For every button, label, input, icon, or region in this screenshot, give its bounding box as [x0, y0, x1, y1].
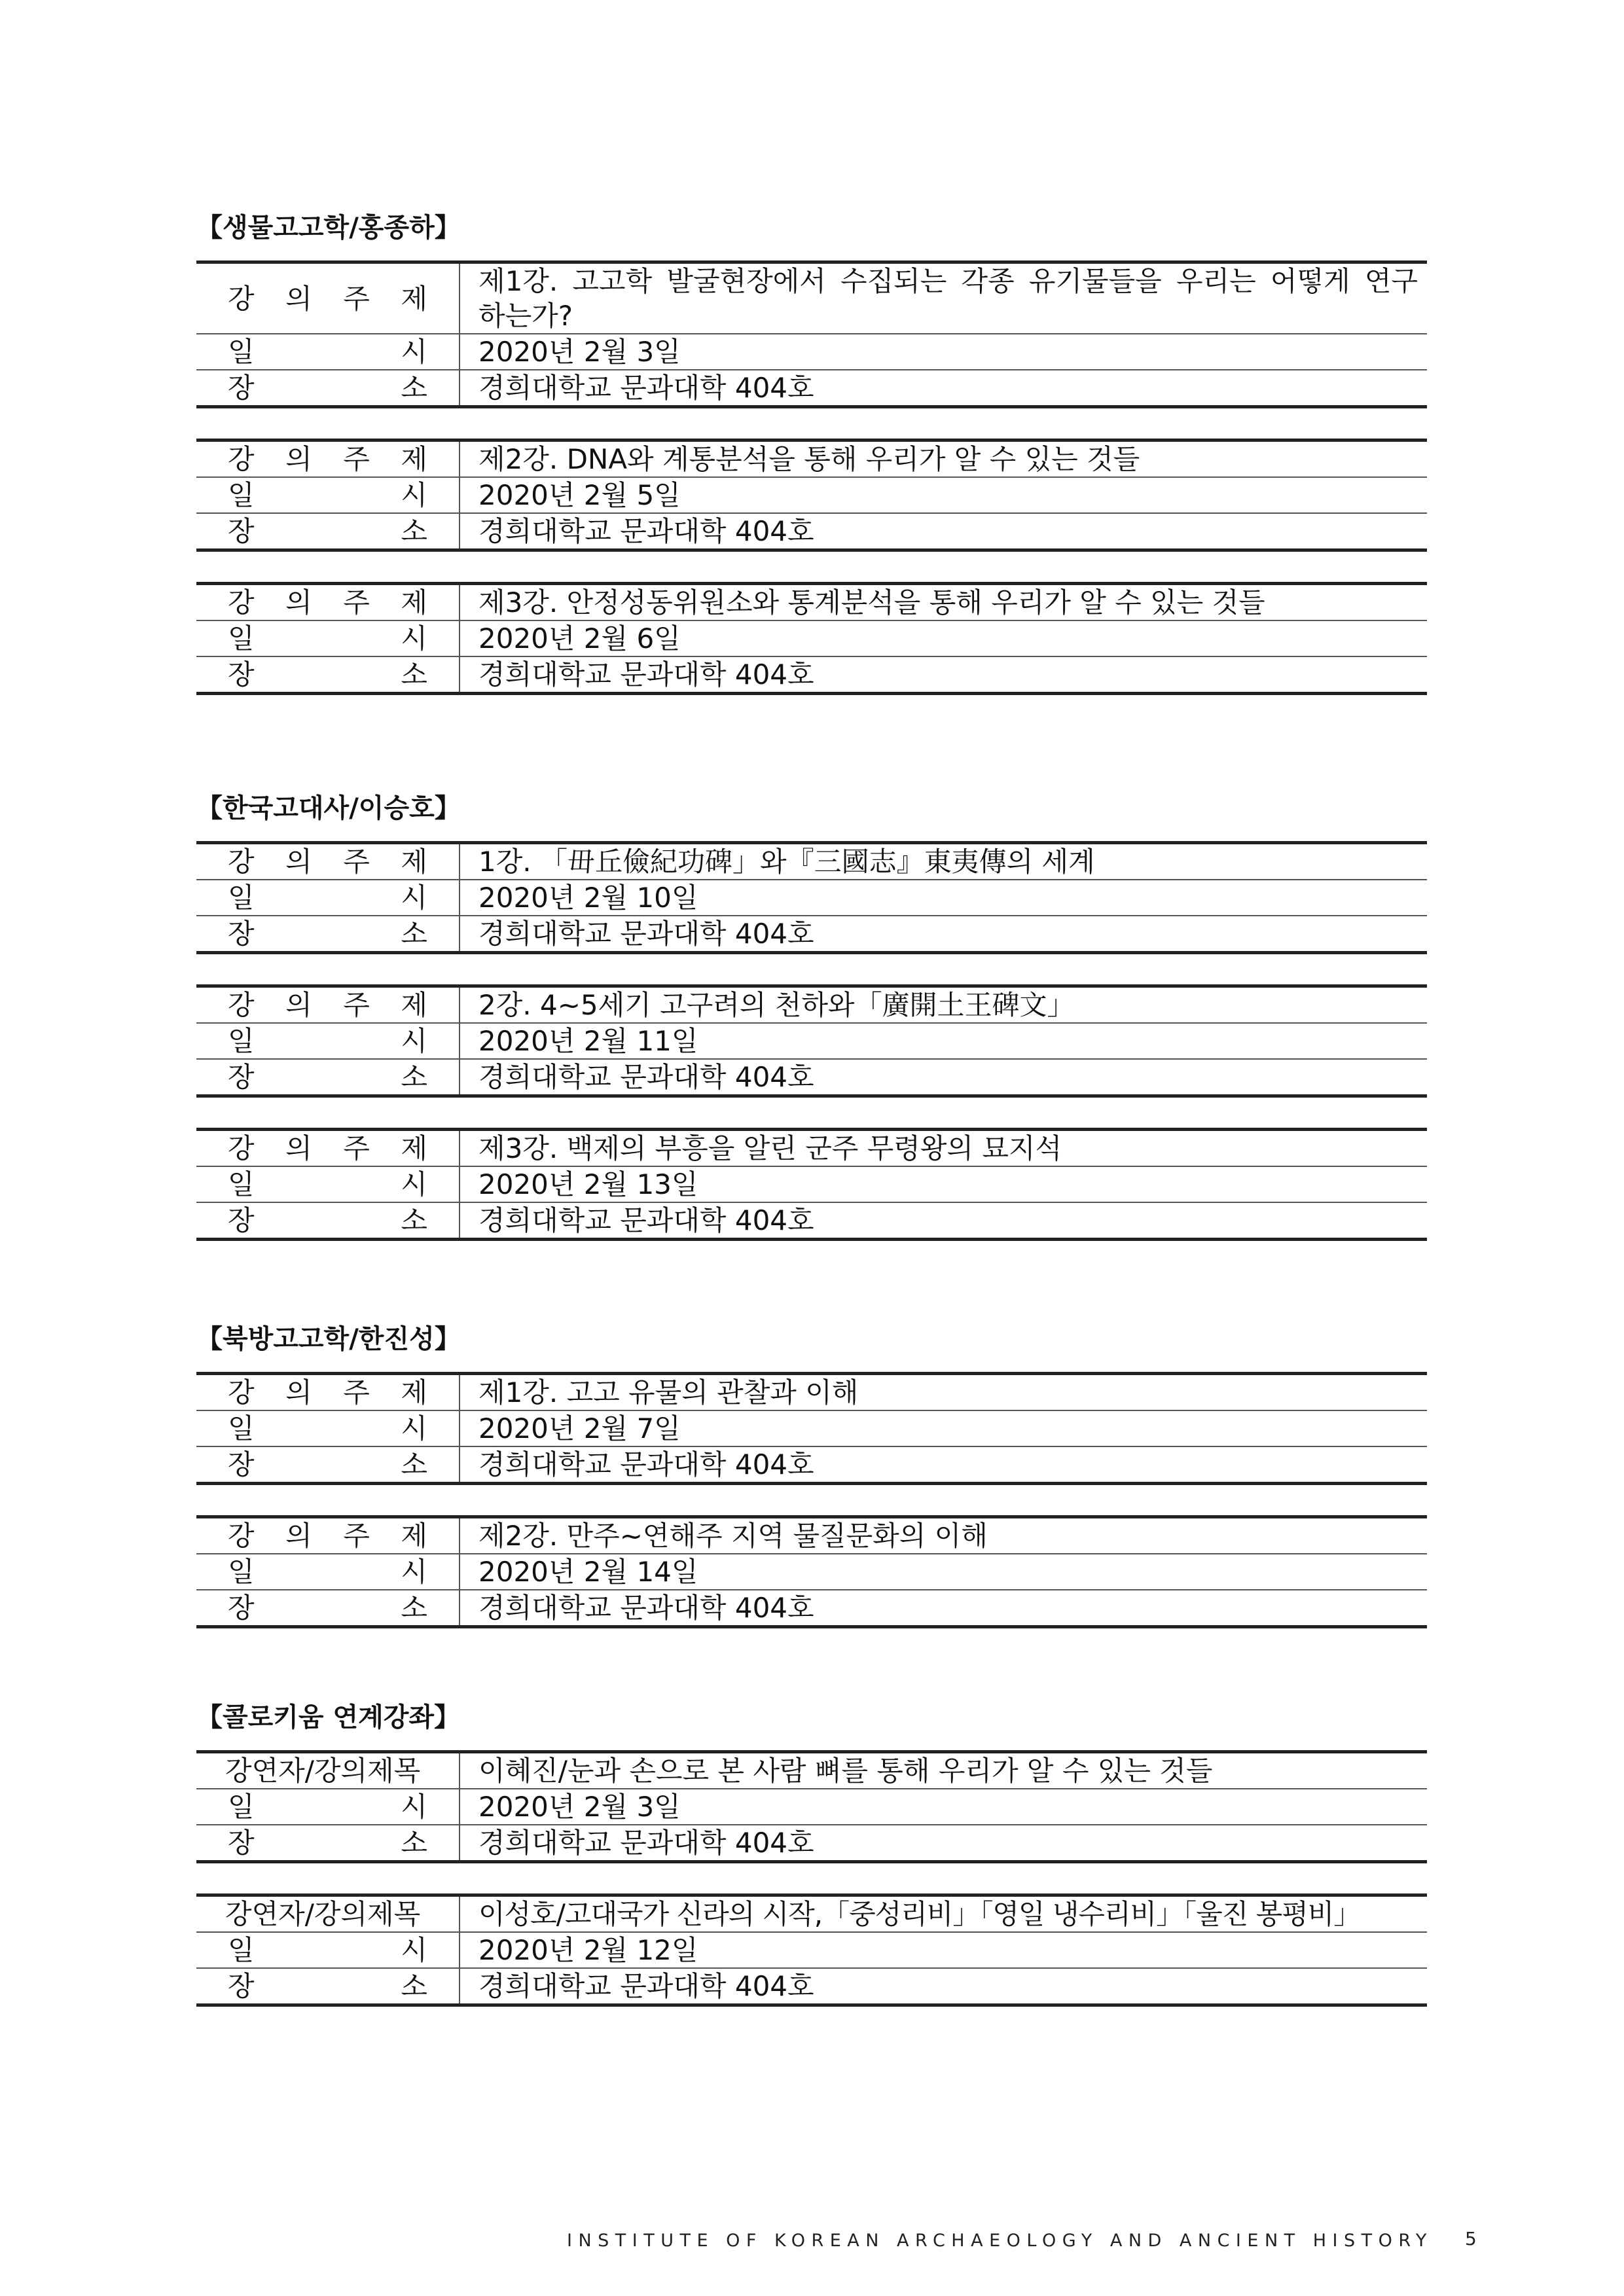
table-row-place [196, 1060, 1427, 1094]
label-place [196, 1825, 460, 1860]
label-lecturer-title: 강연자/강의제목 [196, 1897, 460, 1931]
label-char: 주 [343, 989, 370, 1021]
date-value: 2020년 2월 10일 [478, 882, 698, 914]
lecture-table [196, 439, 1427, 552]
label-char: 강 [228, 1520, 255, 1552]
label-date [196, 1554, 460, 1589]
label-topic [196, 1375, 460, 1410]
label-char: 강 [228, 1376, 255, 1408]
table-row-lecturer [196, 1897, 1427, 1933]
label-char: 제 [401, 989, 427, 1021]
topic-value: 제2강. 만주~연해주 지역 물질문화의 이해 [478, 1520, 988, 1552]
label-char: 장 [228, 372, 255, 404]
label-date [196, 1411, 460, 1446]
date-value: 2020년 2월 12일 [478, 1934, 698, 1966]
topic-value: 제1강. 고고학 발굴현장에서 수집되는 각종 유기물들을 우리는 어떻게 연구하는가? [478, 265, 1418, 332]
section-heading: 【생물고고학/홍종하】 [196, 213, 461, 243]
topic-value: 제2강. DNA와 계통분석을 통해 우리가 알 수 있는 것들 [478, 443, 1140, 475]
label-place [196, 514, 460, 548]
label-char: 장 [228, 1827, 255, 1859]
label-char: 소 [401, 515, 427, 547]
label-char: 일 [228, 1934, 255, 1966]
date-value: 2020년 2월 14일 [478, 1556, 698, 1588]
table-row-date [196, 1167, 1427, 1203]
label-char: 일 [228, 882, 255, 914]
label-char: 시 [401, 1556, 427, 1588]
label-char: 의 [285, 846, 312, 878]
lecturer-value: 이혜진/눈과 손으로 본 사람 뼈를 통해 우리가 알 수 있는 것들 [478, 1755, 1213, 1787]
label-char: 주 [343, 586, 370, 619]
label-char: 일 [228, 1025, 255, 1057]
label-date [196, 880, 460, 915]
label-topic [196, 1131, 460, 1166]
label-char: 강 [228, 1132, 255, 1164]
place-value: 경희대학교 문과대학 404호 [478, 1204, 814, 1236]
table-row-lecturer [196, 1753, 1427, 1789]
table-row-topic [196, 1518, 1427, 1554]
table-row-place [196, 916, 1427, 951]
label-char: 장 [228, 1448, 255, 1480]
lecture-table [196, 260, 1427, 408]
section-heading: 【한국고대사/이승호】 [196, 793, 461, 823]
section-heading: 【북방고고학/한진성】 [196, 1324, 461, 1354]
label-char: 의 [285, 443, 312, 475]
table-row-place [196, 657, 1427, 692]
label-char: 일 [228, 479, 255, 511]
label-char: 장 [228, 1970, 255, 2002]
label-topic [196, 442, 460, 476]
label-char: 소 [401, 1204, 427, 1236]
label-char: 강 [228, 989, 255, 1021]
label-char: 시 [401, 1934, 427, 1966]
table-row-date [196, 1933, 1427, 1969]
label-date [196, 478, 460, 512]
table-row-topic [196, 264, 1427, 334]
table-row-date [196, 880, 1427, 916]
label-char: 시 [401, 622, 427, 655]
label-char: 제 [401, 586, 427, 619]
date-value: 2020년 2월 11일 [478, 1025, 698, 1057]
label-date [196, 1789, 460, 1824]
topic-value: 2강. 4~5세기 고구려의 천하와「廣開土王碑文」 [478, 989, 1075, 1021]
label-char: 시 [401, 882, 427, 914]
lecture-table [196, 582, 1427, 695]
label-char: 장 [228, 1592, 255, 1624]
label-char: 일 [228, 1412, 255, 1444]
place-value: 경희대학교 문과대학 404호 [478, 658, 814, 691]
label-char: 시 [401, 479, 427, 511]
label-char: 시 [401, 336, 427, 368]
table-row-place [196, 1203, 1427, 1238]
label-char: 강 [228, 443, 255, 475]
lecture-table [196, 984, 1427, 1098]
label-char: 일 [228, 1168, 255, 1200]
label-char: 시 [401, 1025, 427, 1057]
table-row-place [196, 1969, 1427, 2003]
label-char: 소 [401, 372, 427, 404]
label-char: 소 [401, 1970, 427, 2002]
table-row-date [196, 478, 1427, 514]
lecture-table [196, 841, 1427, 954]
label-char: 소 [401, 1061, 427, 1093]
label-place [196, 1060, 460, 1094]
section-northern-archaeology [196, 1319, 1427, 1659]
label-char: 일 [228, 622, 255, 655]
label-char: 시 [401, 1168, 427, 1200]
label-date [196, 621, 460, 656]
lecture-table [196, 1750, 1427, 1863]
date-value: 2020년 2월 7일 [478, 1412, 681, 1444]
topic-value: 제1강. 고고 유물의 관찰과 이해 [478, 1376, 859, 1408]
date-value: 2020년 2월 5일 [478, 479, 681, 511]
label-char: 주 [343, 443, 370, 475]
place-value: 경희대학교 문과대학 404호 [478, 1061, 814, 1093]
date-value: 2020년 2월 6일 [478, 622, 681, 655]
table-row-topic [196, 1375, 1427, 1411]
label-char: 시 [401, 1412, 427, 1444]
label-topic [196, 585, 460, 620]
label-char: 주 [343, 846, 370, 878]
label-char: 의 [285, 586, 312, 619]
section-colloquium [196, 1698, 1427, 2037]
table-row-place [196, 1590, 1427, 1625]
topic-value: 제3강. 백제의 부흥을 알린 군주 무령왕의 묘지석 [478, 1132, 1062, 1164]
date-value: 2020년 2월 3일 [478, 336, 681, 368]
label-char: 소 [401, 1448, 427, 1480]
label-char: 제 [401, 1376, 427, 1408]
table-row-place [196, 1447, 1427, 1482]
section-bioarchaeology [196, 208, 1427, 725]
label-place [196, 1969, 460, 2003]
label-char: 제 [401, 1132, 427, 1164]
lecture-table [196, 1893, 1427, 2007]
label-char: 일 [228, 1791, 255, 1823]
place-value: 경희대학교 문과대학 404호 [478, 372, 814, 404]
topic-value: 제3강. 안정성동위원소와 통계분석을 통해 우리가 알 수 있는 것들 [478, 586, 1265, 619]
place-value: 경희대학교 문과대학 404호 [478, 1448, 814, 1480]
label-char: 소 [401, 1592, 427, 1624]
label-date [196, 1024, 460, 1058]
label-char: 장 [228, 658, 255, 691]
table-row-date [196, 1789, 1427, 1825]
label-topic [196, 988, 460, 1022]
label-place [196, 657, 460, 692]
table-row-date [196, 1024, 1427, 1060]
table-row-topic [196, 1131, 1427, 1167]
label-char: 시 [401, 1791, 427, 1823]
table-row-topic [196, 585, 1427, 621]
lecture-table [196, 1372, 1427, 1485]
label-char: 의 [285, 1520, 312, 1552]
table-row-place [196, 1825, 1427, 1860]
label-char: 의 [285, 1376, 312, 1408]
footer-institute: INSTITUTE OF KOREAN ARCHAEOLOGY AND ANCIENT HISTORY [567, 2231, 1433, 2251]
label-char: 제 [401, 282, 427, 315]
label-place [196, 370, 460, 405]
label-topic [196, 844, 460, 879]
label-char: 소 [401, 1827, 427, 1859]
label-char: 의 [285, 282, 312, 315]
label-char: 장 [228, 918, 255, 950]
label-char: 제 [401, 846, 427, 878]
place-value: 경희대학교 문과대학 404호 [478, 1970, 814, 2002]
label-lecturer-title: 강연자/강의제목 [196, 1753, 460, 1788]
label-char: 일 [228, 1556, 255, 1588]
date-value: 2020년 2월 13일 [478, 1168, 698, 1200]
label-char: 소 [401, 918, 427, 950]
table-row-topic [196, 844, 1427, 880]
place-value: 경희대학교 문과대학 404호 [478, 918, 814, 950]
place-value: 경희대학교 문과대학 404호 [478, 515, 814, 547]
label-char: 주 [343, 282, 370, 315]
table-row-date [196, 334, 1427, 370]
label-char: 주 [343, 1376, 370, 1408]
date-value: 2020년 2월 3일 [478, 1791, 681, 1823]
label-char: 소 [401, 658, 427, 691]
table-row-place [196, 370, 1427, 405]
label-char: 의 [285, 989, 312, 1021]
lecture-table [196, 1128, 1427, 1241]
label-char: 강 [228, 846, 255, 878]
table-row-date [196, 1554, 1427, 1590]
table-row-date [196, 621, 1427, 657]
page-number: 5 [1465, 2228, 1477, 2250]
label-char: 강 [228, 586, 255, 619]
table-row-topic [196, 988, 1427, 1024]
label-char: 의 [285, 1132, 312, 1164]
lecturer-value: 이성호/고대국가 신라의 시작,「중성리비」「영일 냉수리비」「울진 봉평비」 [478, 1898, 1361, 1930]
lecture-table [196, 1515, 1427, 1628]
label-date [196, 1933, 460, 1967]
section-ancient-korean-history [196, 789, 1427, 1271]
place-value: 경희대학교 문과대학 404호 [478, 1827, 814, 1859]
label-topic [196, 1518, 460, 1553]
table-row-date [196, 1411, 1427, 1447]
place-value: 경희대학교 문과대학 404호 [478, 1592, 814, 1624]
table-row-topic [196, 442, 1427, 478]
label-char: 제 [401, 443, 427, 475]
section-heading: 【콜로키움 연계강좌】 [196, 1702, 461, 1732]
label-char: 제 [401, 1520, 427, 1552]
label-char: 강 [228, 282, 255, 315]
label-place [196, 1447, 460, 1482]
label-place [196, 916, 460, 951]
table-row-place [196, 514, 1427, 548]
label-char: 장 [228, 1204, 255, 1236]
label-place [196, 1590, 460, 1625]
label-char: 일 [228, 336, 255, 368]
label-char: 주 [343, 1520, 370, 1552]
label-date [196, 1167, 460, 1202]
label-topic [196, 264, 460, 333]
label-date [196, 334, 460, 369]
label-char: 주 [343, 1132, 370, 1164]
label-char: 장 [228, 515, 255, 547]
label-char: 장 [228, 1061, 255, 1093]
label-place [196, 1203, 460, 1238]
topic-value: 1강. 「毌丘儉紀功碑」와『三國志』東夷傳의 세계 [478, 846, 1095, 878]
